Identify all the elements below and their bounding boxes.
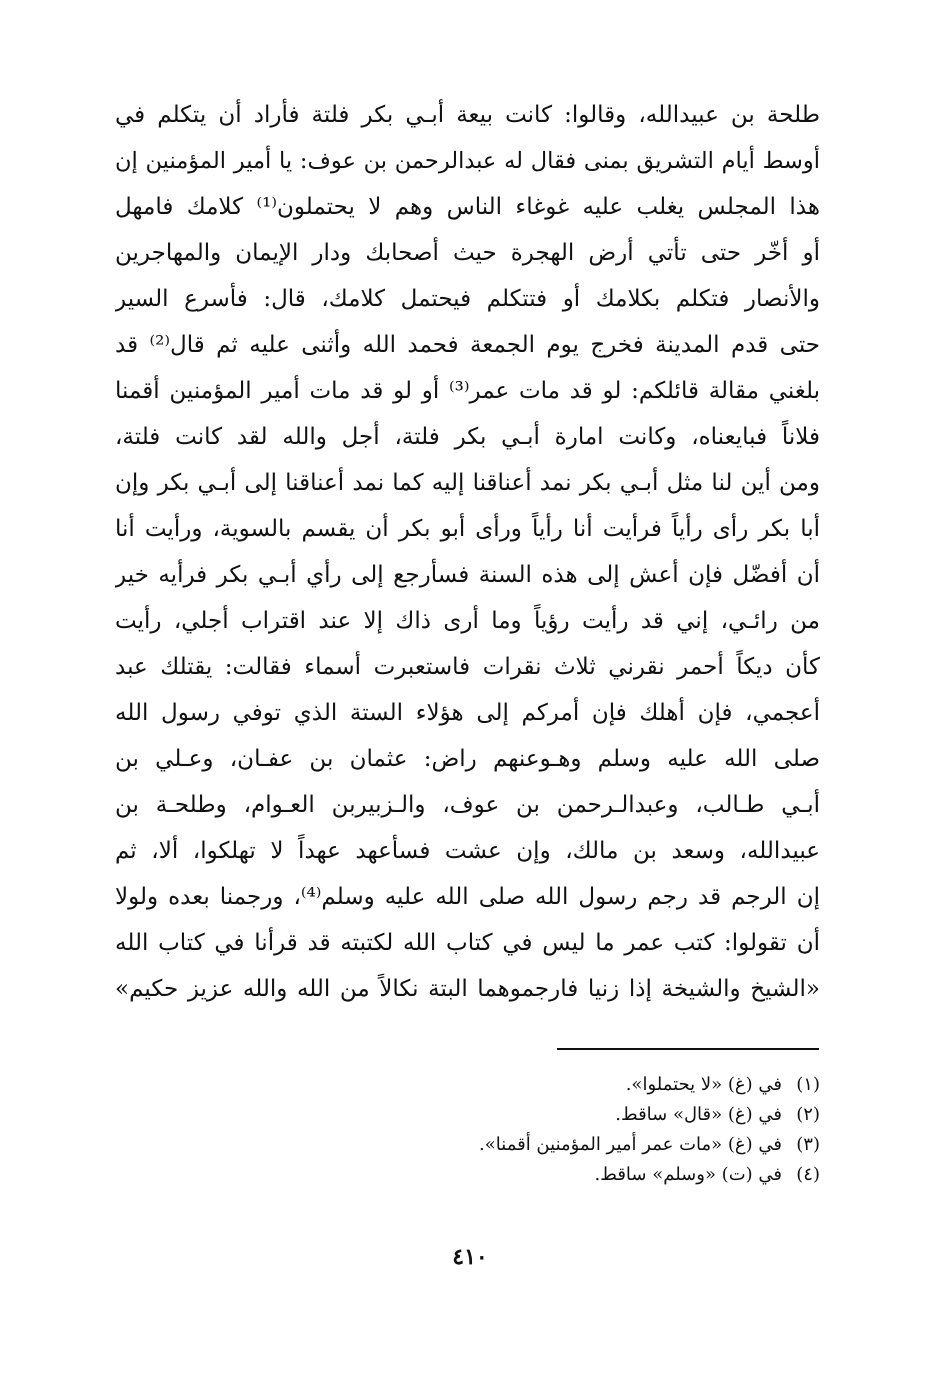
text-line: طلحة بن عبيدالله، وقالوا: كانت بيعة أبـي بكر فلتة فأراد أن يتكلم في (115, 102, 820, 128)
text-line: والأنصار فتكلم بكلامك أو فتتكلم فيحتمل كلامك، قال: فأسرع السير (115, 286, 820, 312)
footnote-item (220, 1160, 820, 1190)
text-line: فلاناً فبايعناه، وكانت امارة أبـي بكر فلتة، أجل والله لقد كانت فلتة، (115, 424, 820, 450)
text-line: بلغني مقالة قائلكم: لو قد مات عمر⁽³⁾ أو لو قد مات أمير المؤمنين أقمنا (115, 378, 820, 404)
text-line: هذا المجلس يغلب عليه غوغاء الناس وهم لا يحتملون⁽¹⁾ كلامك فامهل (115, 194, 820, 220)
text-line: أعجمي، فإن أهلك فإن أمركم إلى هؤلاء الستة الذي توفي رسول الله (115, 700, 820, 726)
footnote-separator (557, 1048, 819, 1050)
footnote-text: في (غ) «مات عمر أمير المؤمنين أقمنا». (479, 1134, 782, 1155)
text-line: من رائـي، إني قد رأيت رؤياً وما أرى ذاك إلا عند اقتراب أجلي، رأيت (115, 608, 820, 634)
text-line: أبا بكر رأى رأياً فرأيت أنا رأياً ورأى أبو بكر أن يقسم بالسوية، ورأيت أنا (115, 516, 820, 542)
footnote-text: في (ت) «وسلم» ساقط. (594, 1164, 782, 1185)
footnote-item (220, 1130, 820, 1160)
footnote-number: (٤) (796, 1164, 820, 1185)
text-line: عبيدالله، وسعد بن مالك، وإن عشت فسأعهد عهداً لا تهلكوا، ألا، ثم (115, 838, 820, 864)
footnote-item (220, 1100, 820, 1130)
footnotes (220, 1070, 820, 1190)
footnote-number: (٢) (796, 1104, 820, 1125)
text-line: أوسط أيام التشريق بمنى فقال له عبدالرحمن بن عوف: يا أمير المؤمنين إن (115, 148, 820, 174)
footnote-text: في (غ) «لا يحتملوا». (625, 1074, 782, 1095)
text-line: ومن أين لنا مثل أبـي بكر نمد أعناقنا إليه كما نمد أعناقنا إلى أبـي بكر وإن (115, 470, 820, 496)
footnote-item (220, 1070, 820, 1100)
text-line: أو أخّر حتى تأتي أرض الهجرة حيث أصحابك ودار الإيمان والمهاجرين (115, 240, 820, 266)
text-line: «الشيخ والشيخة إذا زنيا فارجموهما البتة نكالاً من الله والله عزيز حكيم» (115, 976, 820, 1002)
footnote-number: (١) (796, 1074, 820, 1095)
main-text-block (115, 92, 820, 1012)
text-line: أن تقولوا: كتب عمر ما ليس في كتاب الله لكتبته قد قرأنا في كتاب الله (115, 930, 820, 956)
text-line: صلى الله عليه وسلم وهـوعنهم راض: عثمان بن عفـان، وعـلي بن (115, 746, 820, 772)
page-number: ٤١٠ (452, 1244, 488, 1270)
footnote-text: في (غ) «قال» ساقط. (615, 1104, 782, 1125)
text-line: حتى قدم المدينة فخرج يوم الجمعة فحمد الله وأثنى عليه ثم قال⁽²⁾ قد (115, 332, 820, 358)
text-line: أن أفضّل فإن أعش إلى هذه السنة فسأرجع إلى رأي أبـي بكر فرأيه خير (115, 562, 820, 588)
text-line: أبـي طـالب، وعبدالـرحمن بن عوف، والـزبيربن العـوام، وطلحـة بن (115, 792, 820, 818)
text-line: إن الرجم قد رجم رسول الله صلى الله عليه وسلم⁽⁴⁾، ورجمنا بعده ولولا (115, 884, 820, 910)
text-line: كأن ديكاً أحمر نقرني ثلاث نقرات فاستعبرت أسماء فقالت: يقتلك عبد (115, 654, 820, 680)
footnote-number: (٣) (796, 1134, 820, 1155)
